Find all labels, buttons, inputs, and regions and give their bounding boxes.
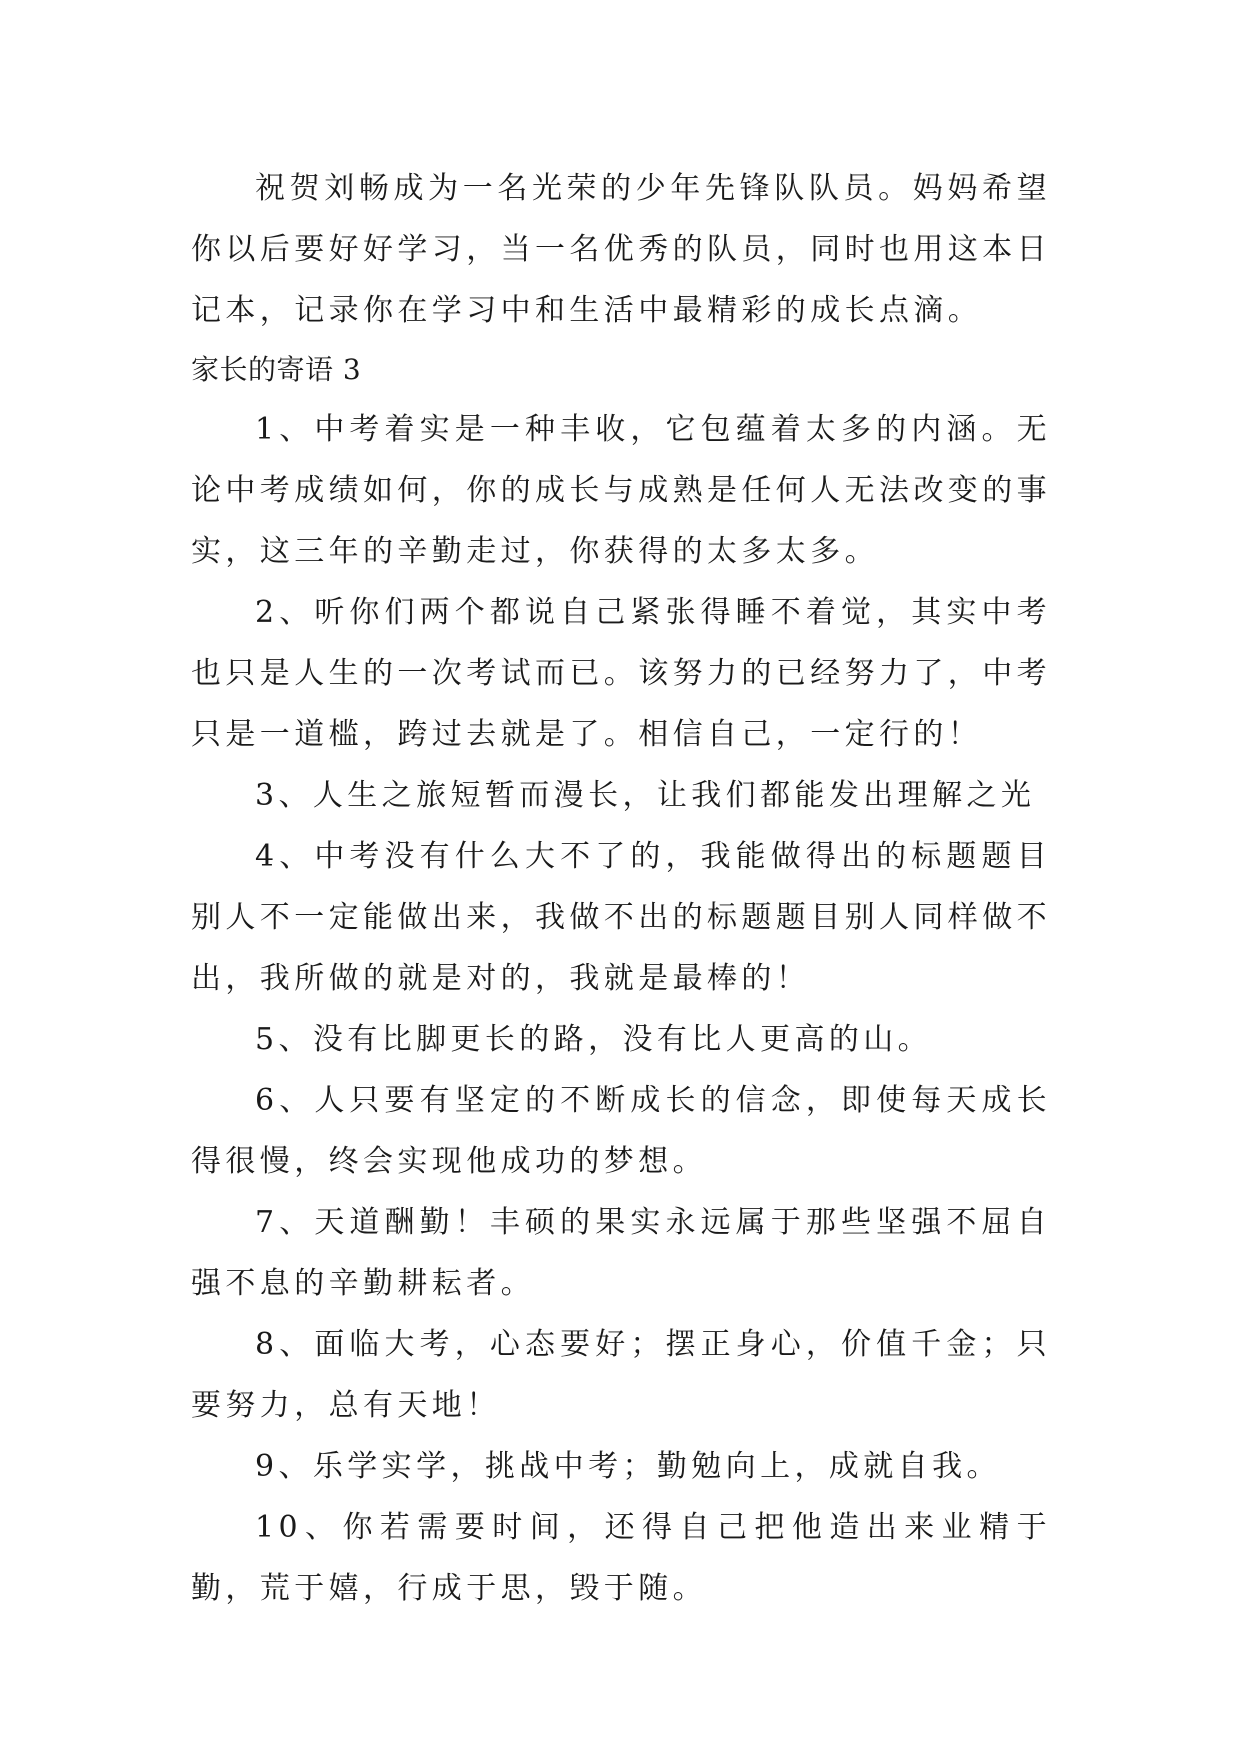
list-item: 5、没有比脚更长的路，没有比人更高的山。 bbox=[255, 1022, 933, 1057]
list-item: 8、面临大考，心态要好；摆正身心，价值千金；只要努力，总有天地！ bbox=[191, 1327, 1051, 1423]
section-heading: 家长的寄语 3 bbox=[191, 353, 362, 386]
list-item: 6、人只要有坚定的不断成长的信念，即使每天成长得很慢，终会实现他成功的梦想。 bbox=[191, 1083, 1051, 1179]
list-item: 4、中考没有什么大不了的，我能做得出的标题题目别人不一定能做出来，我做不出的标题题目别人同样做不出，我所做的就是对的，我就是最棒的！ bbox=[191, 839, 1051, 996]
list-item: 7、天道酬勤！丰硕的果实永远属于那些坚强不屈自强不息的辛勤耕耘者。 bbox=[191, 1205, 1051, 1301]
document-body bbox=[191, 158, 1051, 1619]
list-item: 10、你若需要时间，还得自己把他造出来业精于勤，荒于嬉，行成于思，毁于随。 bbox=[191, 1510, 1051, 1606]
list-item: 3、人生之旅短暂而漫长，让我们都能发出理解之光 bbox=[255, 778, 1036, 813]
list-item: 9、乐学实学，挑战中考；勤勉向上，成就自我。 bbox=[255, 1449, 1001, 1484]
intro-paragraph: 祝贺刘畅成为一名光荣的少年先锋队队员。妈妈希望你以后要好好学习，当一名优秀的队员，同时也用这本日记本，记录你在学习中和生活中最精彩的成长点滴。 bbox=[191, 171, 1051, 328]
list-item: 2、听你们两个都说自己紧张得睡不着觉，其实中考也只是人生的一次考试而已。该努力的已经努力了，中考只是一道槛，跨过去就是了。相信自己，一定行的！ bbox=[191, 595, 1051, 752]
list-item: 1、中考着实是一种丰收，它包蕴着太多的内涵。无论中考成绩如何，你的成长与成熟是任何人无法改变的事实，这三年的辛勤走过，你获得的太多太多。 bbox=[191, 412, 1051, 569]
